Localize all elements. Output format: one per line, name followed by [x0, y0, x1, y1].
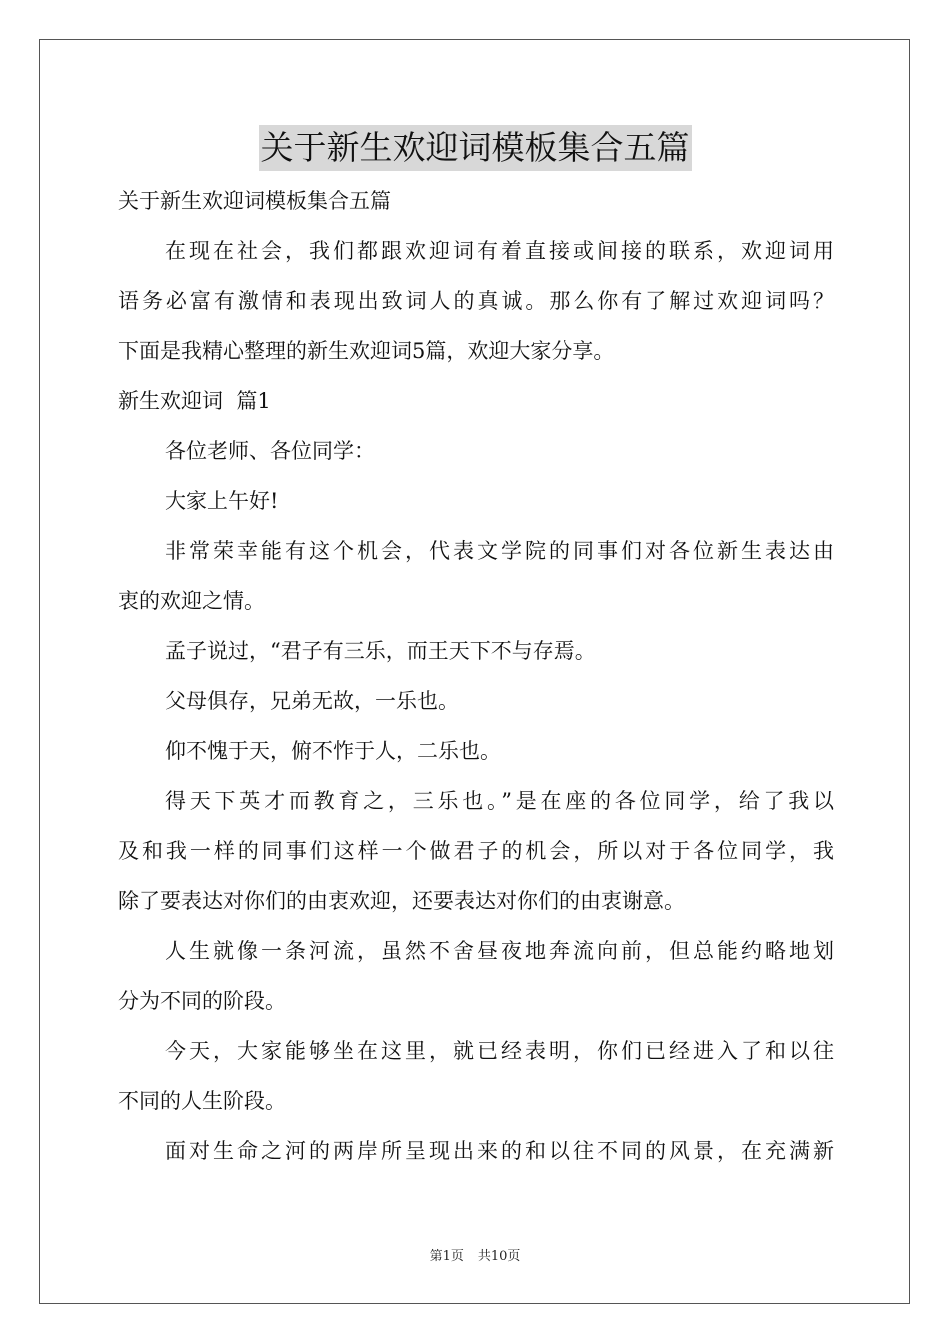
- paragraph-line: 衷的欢迎之情。: [118, 589, 265, 613]
- paragraph-line: 不同的人生阶段。: [118, 1089, 286, 1113]
- paragraph-line: 得天下英才而教育之，三乐也。”是在座的各位同学，给了我以: [165, 789, 834, 813]
- paragraph-line: 非常荣幸能有这个机会，代表文学院的同事们对各位新生表达由: [165, 539, 834, 563]
- paragraph-line: 分为不同的阶段。: [118, 989, 286, 1013]
- paragraph-line: 仰不愧于天，俯不怍于人，二乐也。: [165, 739, 501, 763]
- section-heading-text: 新生欢迎词 篇1: [118, 389, 271, 413]
- section-heading: [118, 376, 834, 426]
- paragraph-line: 除了要表达对你们的由衷欢迎，还要表达对你们的由衷谢意。: [118, 889, 685, 913]
- paragraph-line: 在现在社会，我们都跟欢迎词有着直接或间接的联系，欢迎词用: [165, 239, 834, 263]
- subtitle: 关于新生欢迎词模板集合五篇: [118, 189, 391, 213]
- paragraph-line: 各位老师、各位同学：: [165, 439, 375, 463]
- document-title: 关于新生欢迎词模板集合五篇: [259, 125, 692, 171]
- page-number: 第1页: [429, 1249, 464, 1264]
- paragraph-line: 人生就像一条河流，虽然不舍昼夜地奔流向前，但总能约略地划: [165, 939, 834, 963]
- paragraph-line: 语务必富有激情和表现出致词人的真诚。那么你有了解过欢迎词吗？: [118, 289, 834, 313]
- page-footer: [0, 1245, 950, 1264]
- paragraph-line: 面对生命之河的两岸所呈现出来的和以往不同的风景，在充满新: [165, 1139, 834, 1163]
- page-total: 共10页: [477, 1249, 521, 1264]
- title-wrap: [0, 125, 950, 171]
- paragraph-line: 大家上午好!: [165, 489, 279, 513]
- paragraph-line: 孟子说过，“君子有三乐，而王天下不与存焉。: [165, 639, 596, 663]
- paragraph-line: 父母俱存，兄弟无故，一乐也。: [165, 689, 459, 713]
- paragraph-line: 及和我一样的同事们这样一个做君子的机会，所以对于各位同学，我: [118, 839, 834, 863]
- paragraph-line: 今天，大家能够坐在这里，就已经表明，你们已经进入了和以往: [165, 1039, 834, 1063]
- document-body: [118, 176, 834, 1176]
- paragraph-line: 下面是我精心整理的新生欢迎词5篇，欢迎大家分享。: [118, 339, 615, 363]
